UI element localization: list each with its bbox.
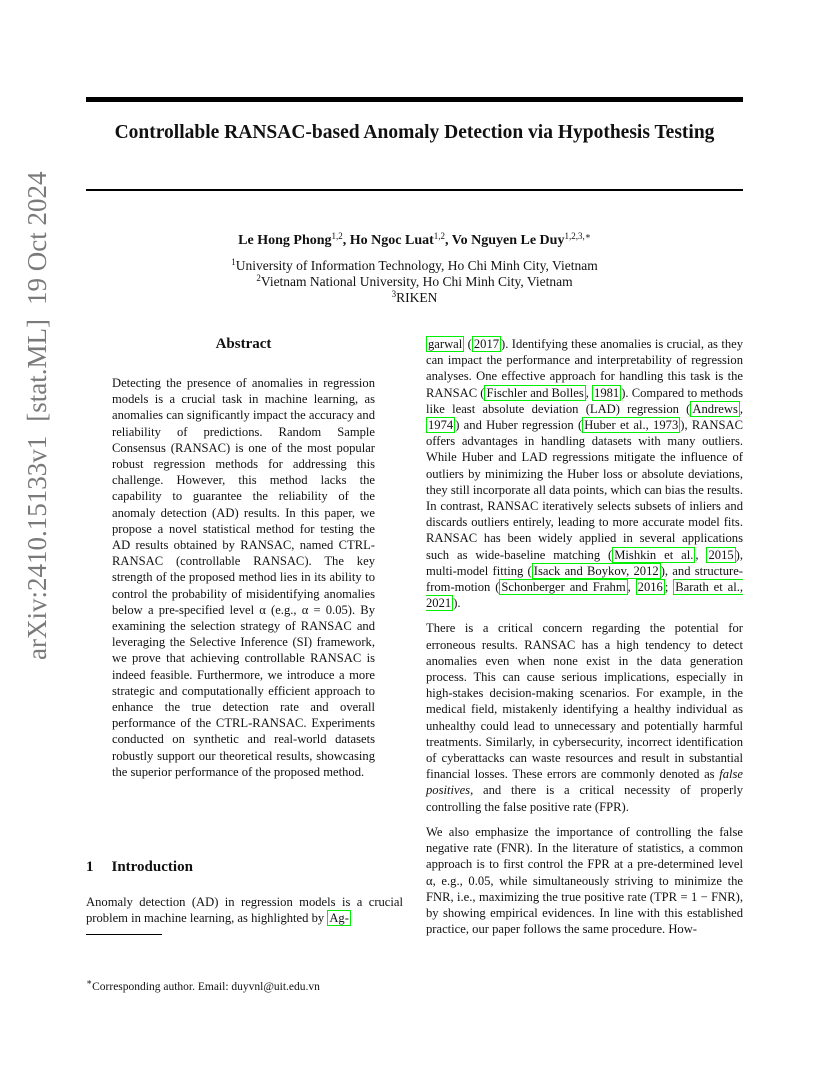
author-name: Vo Nguyen Le Duy (451, 233, 565, 248)
affiliation: $^1$University of Information Technology, Ho Chi Minh City, Vietnam (231, 257, 598, 273)
top-rule (86, 97, 743, 102)
abstract-body: Detecting the presence of anomalies in regression models is a crucial task in machine learning, as anomalies can significantly impact the accuracy and reliability of predictions. Random Sample Consensus (RANSAC) is one of the most popular robust regression methods for addressing this challenge. However, this method lacks the capability to guarantee the reliability of the anomaly detection (AD) results. In this paper, we propose a novel statistical method for testing the AD results obtained by RANSAC, named CTRL-RANSAC (controllable RANSAC). The key strength of the proposed method lies in its ability to control the probability of misidentifying anomalies below a pre-specified level α (e.g., α = 0.05). By examining the selection strategy of RANSAC and leveraging the Selective Inference (SI) framework, we prove that achieving controllable RANSAC is indeed feasible. Furthermore, we introduce a more strategic and computationally efficient approach to enhance the true detection rate and overall performance of the CTRL-RANSAC. Experiments conducted on synthetic and real-world datasets robustly support our theoretical results, showcasing the superior performance of the proposed method. (112, 376, 375, 779)
citation-link[interactable]: Huber et al., 1973 (584, 418, 679, 433)
citation-link[interactable]: Barath et al., 2021 (426, 580, 743, 611)
section-title: Introduction (111, 859, 193, 875)
paper-title: Controllable RANSAC-based Anomaly Detection via Hypothesis Testing (114, 122, 715, 143)
citation-link[interactable]: Mishkin et al. (614, 547, 694, 562)
paragraph: We also emphasize the importance of controlling the false negative rate (FNR). In the literature of statistics, a common approach is to first control the FPR at a pre-determined level α, e.g., 0.05, while simultaneously striving to minimize the FNR, i.e., maximizing the true positive rate (TPR = 1 − FNR), by showing empirical evidences. In line with this established practice, our paper follows the same procedure. How- (426, 824, 743, 937)
citation-link[interactable]: Fischler and Bolles (486, 385, 584, 400)
citation-link[interactable]: 2015 (708, 547, 734, 562)
citation-link[interactable]: 1981 (594, 385, 620, 400)
author-list: Le Hong Phong$^{1,2}$, Ho Ngoc Luat$^{1,2}$, Vo Nguyen Le Duy$^{1,2,3,∗}$ (238, 231, 591, 248)
paragraph: garwal ( 2017 ). Identifying these anomalies is crucial, as they can impact the performance and interpretability of regression analyses. One effective approach for handling this task is the RANSAC ( Fischler and Bolles , 1981 ). Compared to methods like least absolute deviation (LAD) regression ( Andrews , 1974 ) and Huber regression ( Huber et al., 1973 ), RANSAC offers advantages in handling datasets with many outliers. While Huber and LAD regressions mitigate the influence of outliers by minimizing the Huber loss or absolute deviations, they still incorporate all data points, which can bias the results. In contrast, RANSAC iteratively selects subsets of inliers and discards outliers entirely, leading to more accurate model fits. RANSAC has been widely applied in several applications such as wide-baseline matching ( Mishkin et al. , 2015 ), multi-model fitting ( Isack and Boykov, 2012 ), and structure-from-motion ( Schonberger and Frahm , 2016 ; Barath et al., 2021 ). (426, 337, 744, 611)
citation-link[interactable]: Andrews (692, 401, 738, 416)
citation-link[interactable]: Isack and Boykov, 2012 (533, 563, 659, 578)
footnote: ∗Corresponding author. Email: duyvnl@uit.edu.vn (86, 977, 320, 993)
citation-link[interactable]: 1974 (428, 418, 454, 433)
intro-paragraph: Anomaly detection (AD) in regression models is a crucial problem in machine learning, as highlighted by Ag- (86, 895, 403, 926)
abstract-heading: Abstract (215, 336, 272, 352)
citation-link[interactable]: 2016 (637, 580, 663, 595)
affiliation: $^3$RIKEN (391, 289, 438, 305)
title-rule (86, 189, 743, 191)
affiliations (86, 258, 743, 306)
author-name: Le Hong Phong (238, 233, 332, 248)
citation-link[interactable]: Ag- (329, 911, 349, 926)
footnote-rule (86, 934, 162, 935)
citation-link[interactable]: 2017 (473, 337, 500, 351)
citation-link[interactable]: Schonberger and Frahm (501, 580, 626, 595)
section-heading (86, 859, 193, 876)
affiliation: $^2$Vietnam National University, Ho Chi Minh City, Vietnam (256, 273, 573, 289)
arxiv-stamp: arXiv:2410.15133v1[stat.ML]19 Oct 2024 (22, 171, 52, 660)
section-number: 1 (86, 859, 94, 875)
citation-link[interactable]: garwal (428, 337, 463, 351)
author-name: Ho Ngoc Luat (349, 233, 434, 248)
right-column (426, 336, 743, 946)
paragraph: There is a critical concern regarding the potential for erroneous results. RANSAC has a high tendency to detect anomalies even when none exist in the data generation process. This can cause serious implications, especially in high-stakes decision-making scenarios. For example, in the medical field, mistakenly identifying a healthy individual as unhealthy could lead to unnecessary and potentially harmful treatments. Similarly, in cybersecurity, incorrect identification of cyberattacks can waste resources and result in substantial financial losses. These errors are commonly denoted as false positives, and there is a critical necessity of properly controlling the false positive rate (FPR). (426, 621, 743, 814)
